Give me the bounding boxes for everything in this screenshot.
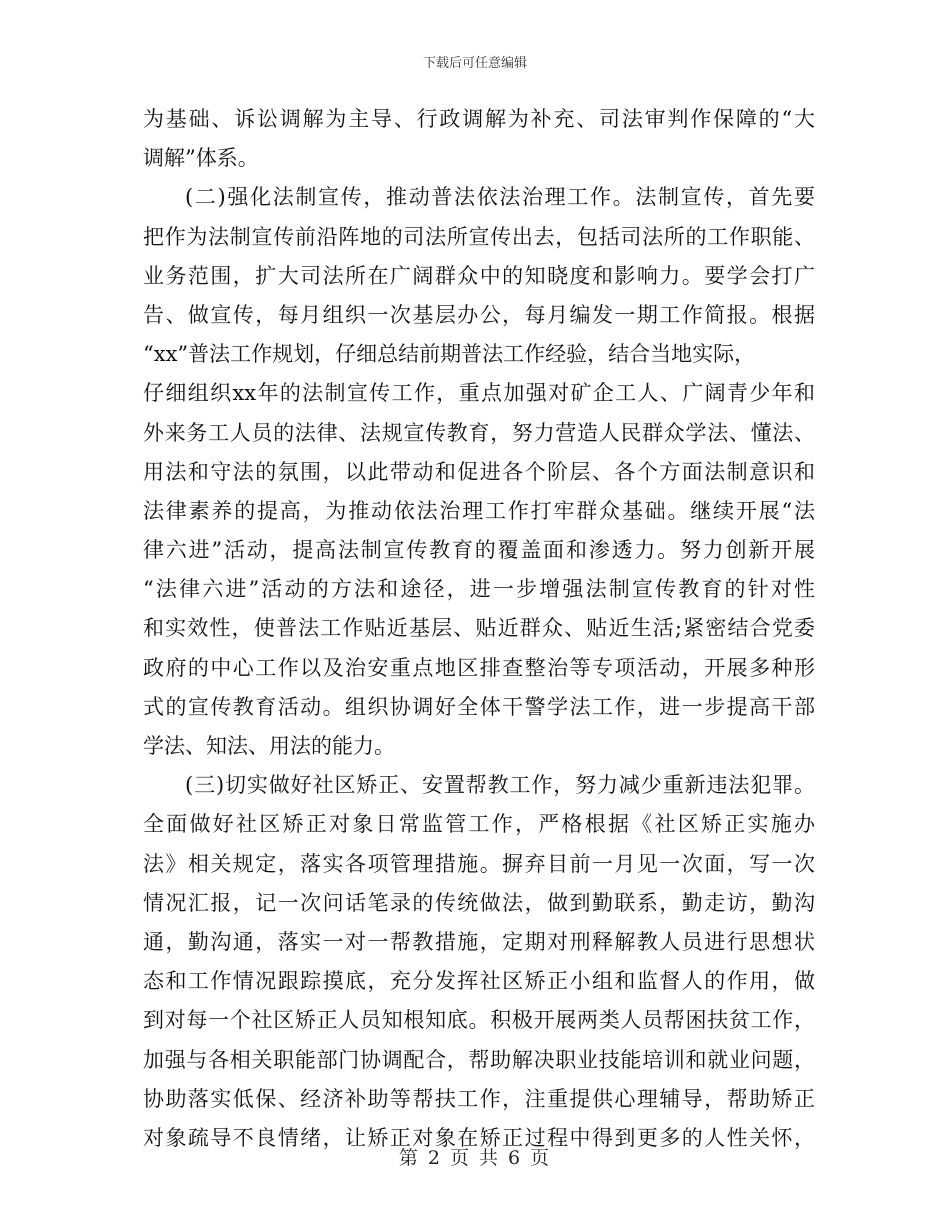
paragraph-line: 外来务工人员的法律、法规宣传教育，努力营造人民群众学法、懂法、	[143, 420, 815, 445]
paragraph-line: “法律六进”活动的方法和途径，进一步增强法制宣传教育的针对性	[143, 577, 815, 602]
paragraph-line: 政府的中心工作以及治安重点地区排查整治等专项活动，开展多种形	[143, 655, 815, 680]
paragraph-line: 全面做好社区矫正对象日常监管工作，严格根据《社区矫正实施办	[143, 812, 815, 837]
document-body	[143, 100, 815, 1158]
paragraph-line: (二)强化法制宣传，推动普法依法治理工作。法制宣传，首先要	[185, 185, 815, 210]
paragraph-line: 情况汇报，记一次问话笔录的传统做法，做到勤联系，勤走访，勤沟	[143, 890, 815, 915]
paragraph-line: 为基础、诉讼调解为主导、行政调解为补充、司法审判作保障的“大	[143, 107, 815, 131]
paragraph-line: 业务范围，扩大司法所在广阔群众中的知晓度和影响力。要学会打广	[143, 263, 815, 288]
paragraph-line: 把作为法制宣传前沿阵地的司法所宣传出去，包括司法所的工作职能、	[143, 224, 815, 249]
paragraph-line: 调解”体系。	[143, 146, 259, 171]
paragraph-line: 通，勤沟通，落实一对一帮教措施，定期对刑释解教人员进行思想状	[143, 929, 815, 954]
paragraph-line: “xx”普法工作规划，仔细总结前期普法工作经验，结合当地实际，	[143, 342, 756, 367]
page-header: 下载后可任意编辑	[422, 56, 527, 71]
paragraph-line: 告、做宣传，每月组织一次基层办公，每月编发一期工作简报。根据	[143, 302, 815, 327]
paragraph-line: 律六进”活动，提高法制宣传教育的覆盖面和渗透力。努力创新开展	[143, 538, 815, 563]
paragraph-line: 对象疏导不良情绪，让矫正对象在矫正过程中得到更多的人性关怀，	[143, 1125, 815, 1150]
paragraph-line: 协助落实低保、经济补助等帮扶工作，注重提供心理辅导，帮助矫正	[143, 1086, 815, 1111]
paragraph-line: 法》相关规定，落实各项管理措施。摒弃目前一月见一次面，写一次	[143, 851, 815, 876]
paragraph-line: 式的宣传教育活动。组织协调好全体干警学法工作，进一步提高干部	[143, 694, 815, 719]
paragraph-line: 态和工作情况跟踪摸底，充分发挥社区矫正小组和监督人的作用，做	[143, 969, 815, 994]
paragraph-line: 学法、知法、用法的能力。	[143, 734, 395, 758]
paragraph-line: 和实效性，使普法工作贴近基层、贴近群众、贴近生活;紧密结合党委	[143, 616, 815, 641]
paragraph-line: (三)切实做好社区矫正、安置帮教工作，努力减少重新违法犯罪。	[185, 773, 815, 798]
paragraph-line: 用法和守法的氛围，以此带动和促进各个阶层、各个方面法制意识和	[143, 459, 815, 484]
paragraph-line: 加强与各相关职能部门协调配合，帮助解决职业技能培训和就业问题，	[143, 1047, 815, 1072]
paragraph-line: 法律素养的提高，为推动依法治理工作打牢群众基础。继续开展“法	[143, 498, 815, 523]
paragraph-line: 到对每一个社区矫正人员知根知底。积极开展两类人员帮困扶贫工作，	[143, 1008, 815, 1033]
paragraph-line: 仔细组织xx年的法制宣传工作，重点加强对矿企工人、广阔青少年和	[143, 381, 815, 406]
page-number-footer: 第 2 页 共 6 页	[398, 1147, 552, 1169]
